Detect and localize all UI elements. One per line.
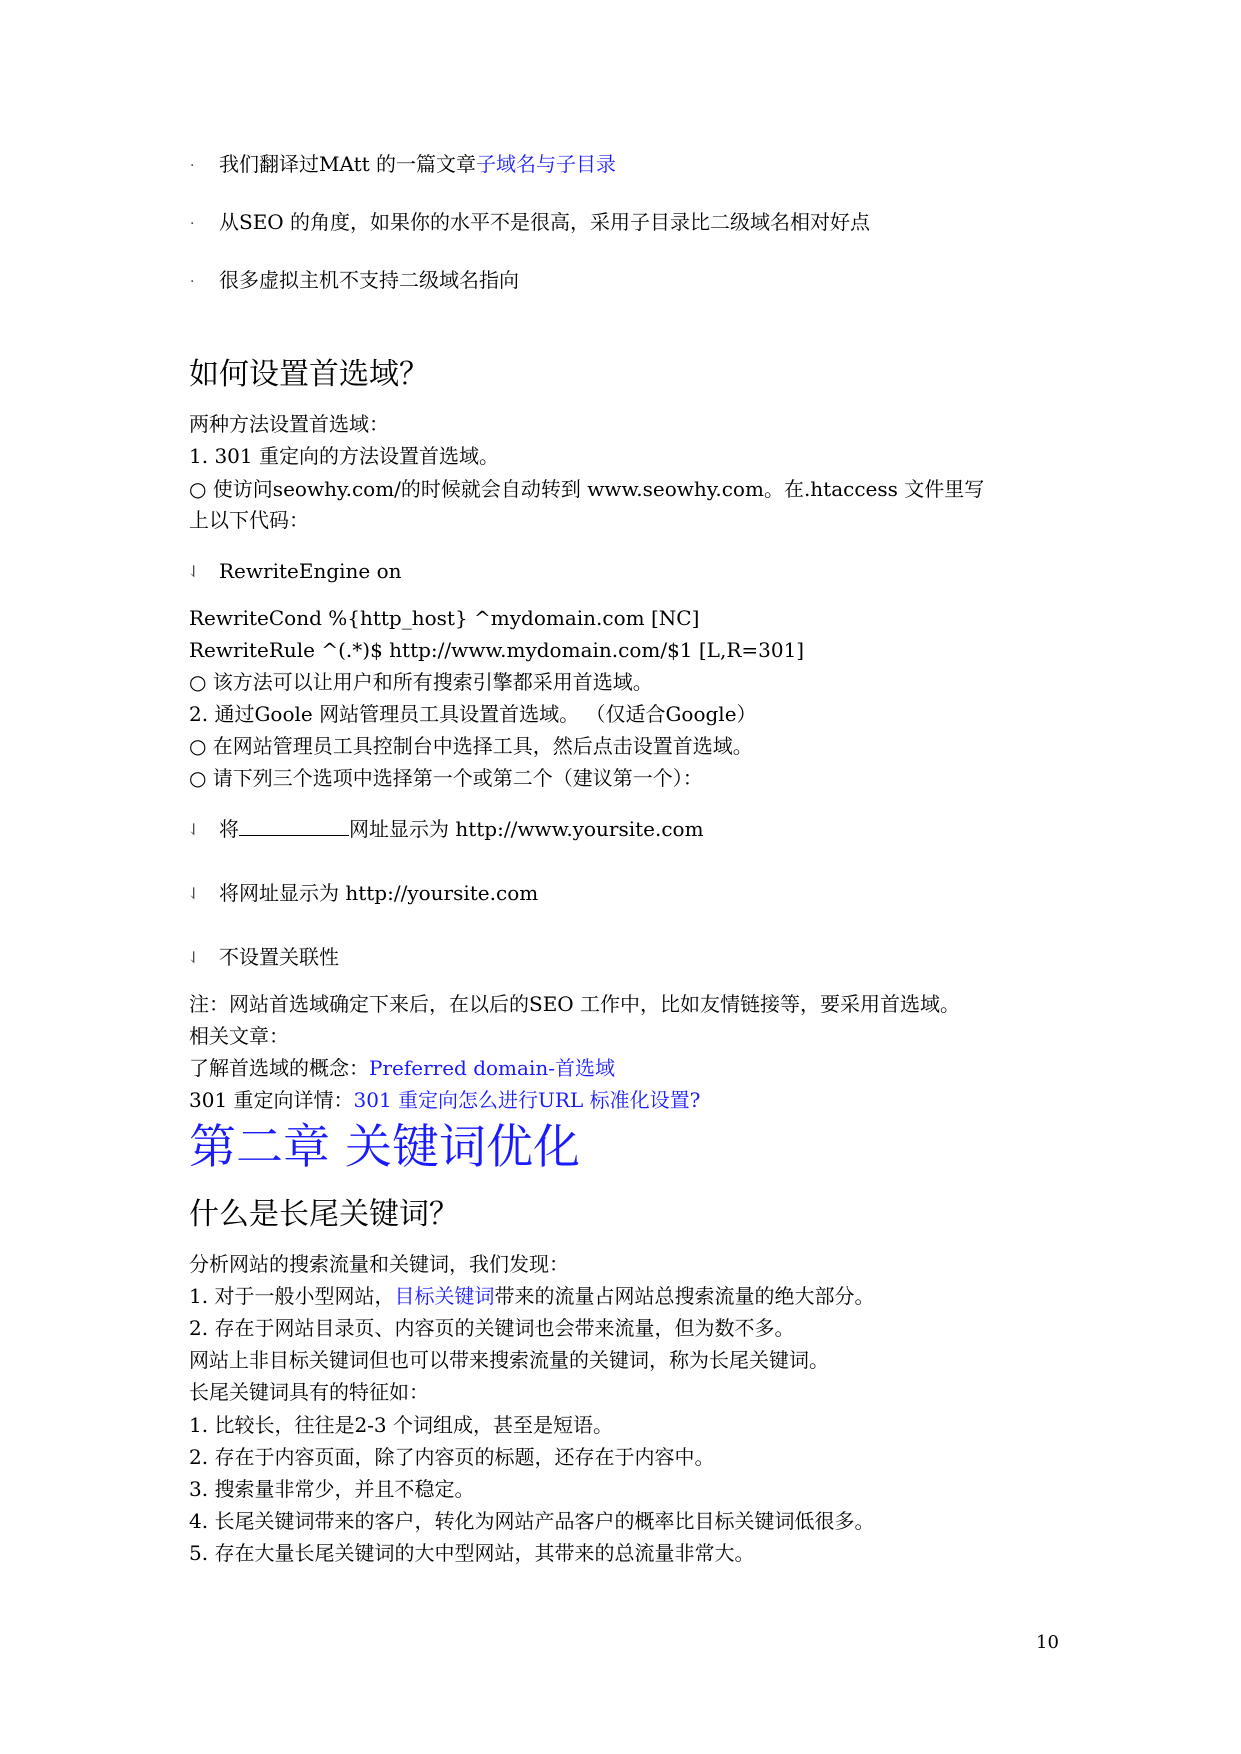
paragraph: 长尾关键词具有的特征如：: [189, 1380, 429, 1404]
link-subdomain-vs-subdirectory[interactable]: 子域名与子目录: [476, 152, 617, 176]
related-text: 了解首选域的概念：: [189, 1056, 369, 1080]
option-item: [219, 815, 704, 843]
paragraph: 分析网站的搜索流量和关键词，我们发现：: [189, 1252, 569, 1276]
section-heading: 如何设置首选域？: [189, 357, 429, 392]
arrow-bullet-icon: ⇃: [187, 884, 201, 903]
list-item: 2. 存在于网站目录页、内容页的关键词也会带来流量，但为数不多。: [189, 1316, 795, 1340]
bullet-text: 我们翻译过MAtt 的一篇文章: [219, 152, 477, 176]
page-number: 10: [1036, 1632, 1059, 1653]
list-item: [189, 1282, 874, 1310]
bullet-item: 很多虚拟主机不支持二级域名指向: [219, 268, 519, 292]
list-item: 1. 301 重定向的方法设置首选域。: [189, 444, 499, 468]
option-text: 将: [219, 817, 239, 841]
chapter-title: 第二章 关键词优化: [189, 1120, 580, 1175]
note: 注：网站首选域确定下来后，在以后的SEO 工作中，比如友情链接等，要采用首选域。: [189, 992, 961, 1016]
related-text: 301 重定向详情：: [189, 1088, 354, 1112]
list-item: 2. 存在于内容页面，除了内容页的标题，还存在于内容中。: [189, 1445, 715, 1469]
paragraph: 两种方法设置首选域：: [189, 412, 389, 436]
list-item: 5. 存在大量长尾关键词的大中型网站，其带来的总流量非常大。: [189, 1541, 755, 1565]
section-heading: 什么是长尾关键词？: [189, 1197, 459, 1232]
list-item: 1. 比较长，往往是2-3 个词组成，甚至是短语。: [189, 1413, 614, 1437]
list-text: 带来的流量占网站总搜索流量的绝大部分。: [494, 1284, 875, 1308]
list-subitem-continued: 上以下代码：: [189, 508, 309, 532]
link-target-keywords[interactable]: 目标关键词: [394, 1284, 495, 1308]
option-item: 将网址显示为 http://yoursite.com: [219, 881, 539, 905]
option-item: 不设置关联性: [219, 945, 339, 969]
arrow-bullet-icon: ⇃: [187, 820, 201, 839]
related-item: [189, 1086, 700, 1114]
list-subitem: ○ 使访问seowhy.com/的时候就会自动转到 www.seowhy.com。在.htaccess 文件里写: [189, 477, 985, 501]
bullet-icon: ·: [190, 216, 195, 232]
bullet-icon: ·: [190, 274, 195, 290]
list-item: 3. 搜索量非常少，并且不稳定。: [189, 1477, 475, 1501]
link-301-redirect[interactable]: 301 重定向怎么进行URL 标准化设置?: [353, 1088, 701, 1112]
code-line: RewriteCond %{http_host} ^mydomain.com [NC]: [189, 606, 700, 630]
option-text: 网址显示为 http://www.yoursite.com: [349, 817, 704, 841]
arrow-bullet-icon: ⇃: [187, 948, 201, 967]
bullet-item: 从SEO 的角度，如果你的水平不是很高，采用子目录比二级域名相对好点: [219, 210, 871, 234]
list-subitem: ○ 在网站管理员工具控制台中选择工具，然后点击设置首选域。: [189, 734, 753, 758]
related-heading: 相关文章：: [189, 1024, 289, 1048]
code-line: RewriteRule ^(.*)$ http://www.mydomain.com/$1 [L,R=301]: [189, 638, 805, 662]
bullet-item: [219, 150, 616, 178]
list-subitem: ○ 请下列三个选项中选择第一个或第二个（建议第一个）：: [189, 766, 703, 790]
link-preferred-domain[interactable]: Preferred domain-首选域: [369, 1056, 615, 1080]
code-line: RewriteEngine on: [219, 559, 402, 583]
list-text: 1. 对于一般小型网站，: [189, 1284, 395, 1308]
list-item: 4. 长尾关键词带来的客户，转化为网站产品客户的概率比目标关键词低很多。: [189, 1509, 875, 1533]
related-item: [189, 1054, 615, 1082]
blank-underline: [239, 815, 349, 836]
list-subitem: ○ 该方法可以让用户和所有搜索引擎都采用首选域。: [189, 670, 653, 694]
list-item: 2. 通过Goole 网站管理员工具设置首选域。 （仅适合Google）: [189, 702, 757, 726]
paragraph: 网站上非目标关键词但也可以带来搜索流量的关键词，称为长尾关键词。: [189, 1348, 829, 1372]
arrow-bullet-icon: ⇃: [187, 562, 201, 581]
bullet-icon: ·: [190, 158, 195, 174]
